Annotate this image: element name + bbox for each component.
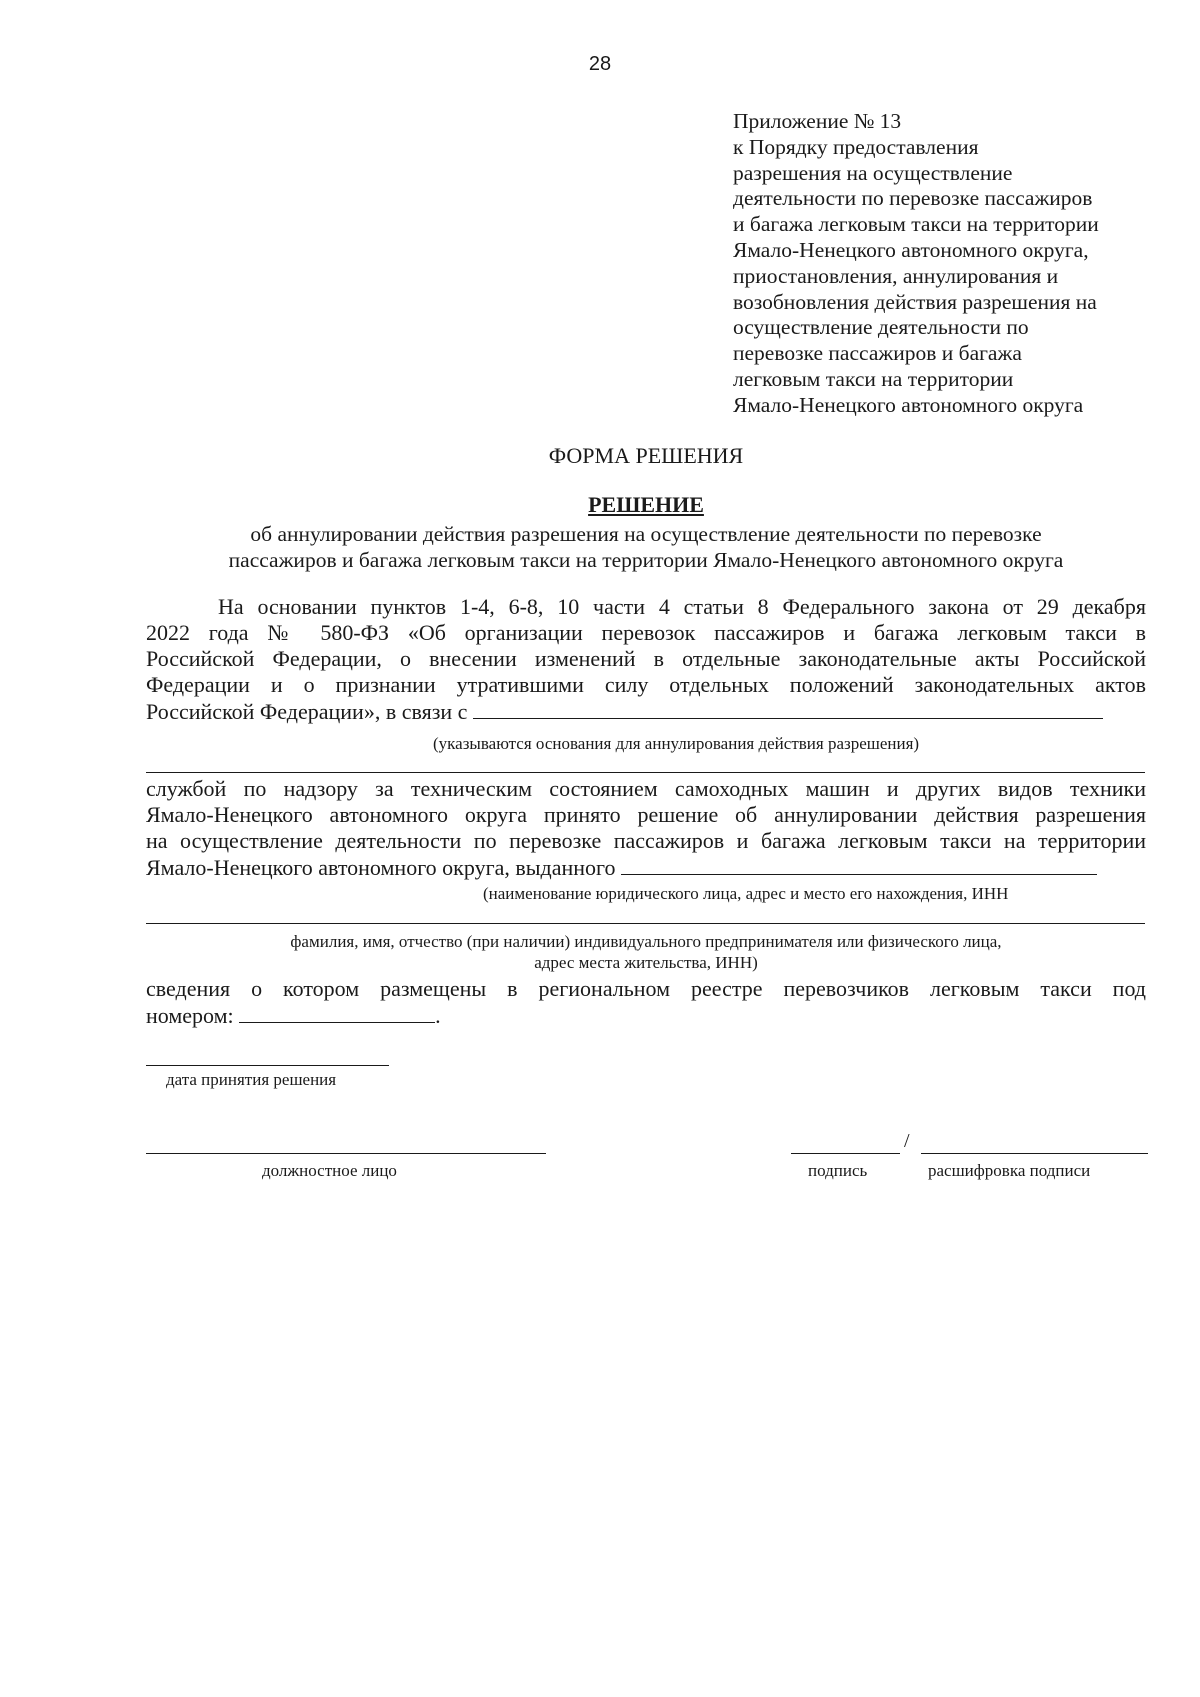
appendix-block [733, 109, 1173, 419]
appendix-line: разрешения на осуществление [733, 160, 1013, 185]
official-caption: должностное лицо [262, 1161, 397, 1180]
paragraph-line: сведения о котором размещены в региональном реестре перевозчиков легковым такси под [146, 976, 1146, 1001]
paragraph-line [146, 698, 1146, 724]
paragraph-line: Российской Федерации, о внесении изменений в отдельные законодательные акты Российской [146, 646, 1146, 671]
signature-caption: подпись [808, 1161, 868, 1180]
paragraph-line: На основании пунктов 1-4, 6-8, 10 части 4 статьи 8 Федерального закона от 29 декабря [218, 594, 1146, 619]
paragraph-decision [146, 776, 1146, 880]
grounds-caption: (указываются основания для аннулирования действия разрешения) [433, 734, 920, 753]
appendix-line: Ямало-Ненецкого автономного округа [733, 392, 1084, 417]
appendix-line: деятельности по перевозке пассажиров [733, 186, 1093, 211]
individual-caption-line: адрес места жительства, ИНН) [534, 953, 758, 972]
decision-subtitle-line: пассажиров и багажа легковым такси на территории Ямало-Ненецкого автономного округа [228, 548, 1064, 572]
paragraph-registry [146, 976, 1146, 1028]
signature-decoding-field[interactable] [921, 1153, 1148, 1154]
paragraph-line [146, 854, 1146, 880]
paragraph-line-text: Российской Федерации», в связи с [146, 699, 468, 724]
issued-to-field-continuation[interactable] [146, 923, 1145, 924]
decision-subtitle [0, 521, 1200, 573]
official-field[interactable] [146, 1153, 546, 1154]
appendix-line: возобновления действия разрешения на [733, 289, 1097, 314]
signature-separator: / [904, 1130, 910, 1152]
appendix-line: приостановления, аннулирования и [733, 263, 1059, 288]
legal-entity-caption: (наименование юридического лица, адрес и место его нахождения, ИНН [483, 884, 1009, 903]
signature-field[interactable] [791, 1153, 900, 1154]
appendix-line: Ямало-Ненецкого автономного округа, [733, 237, 1089, 262]
paragraph-line: Федерации и о признании утратившими силу отдельных положений законодательных актов [146, 672, 1146, 697]
decision-date-caption: дата принятия решения [166, 1070, 337, 1089]
paragraph-legal-basis [146, 594, 1146, 724]
page-number: 28 [588, 53, 612, 75]
paragraph-line: на осуществление деятельности по перевозке пассажиров и багажа легковым такси на территории [146, 828, 1146, 853]
decision-subtitle-line: об аннулировании действия разрешения на осуществление деятельности по перевозке [250, 522, 1042, 546]
paragraph-line [146, 1002, 1146, 1028]
decision-date-field[interactable] [146, 1065, 389, 1066]
paragraph-line: 2022 года № 580-ФЗ «Об организации перевозок пассажиров и багажа легковым такси в [146, 620, 1146, 645]
signature-decoding-caption: расшифровка подписи [928, 1161, 1091, 1180]
appendix-line: перевозке пассажиров и багажа [733, 341, 1022, 366]
individual-caption-line: фамилия, имя, отчество (при наличии) индивидуального предпринимателя или физического лица, [290, 932, 1002, 951]
appendix-line: и багажа легковым такси на территории [733, 212, 1099, 237]
paragraph-line: службой по надзору за техническим состоянием самоходных машин и других видов техники [146, 776, 1146, 801]
appendix-line: осуществление деятельности по [733, 315, 1029, 340]
individual-caption [0, 931, 1200, 973]
decision-title: РЕШЕНИЕ [588, 492, 704, 517]
appendix-line: Приложение № 13 [733, 109, 902, 133]
form-title: ФОРМА РЕШЕНИЯ [548, 443, 744, 468]
paragraph-line-text: номером: [146, 1003, 234, 1028]
paragraph-line-text: Ямало-Ненецкого автономного округа, выданного [146, 855, 616, 880]
registry-number-field[interactable] [239, 1002, 435, 1023]
appendix-line: легковым такси на территории [733, 366, 1014, 391]
issued-to-field[interactable] [621, 854, 1097, 875]
paragraph-line: Ямало-Ненецкого автономного округа принято решение об аннулировании действия разрешения [146, 802, 1146, 827]
grounds-field[interactable] [473, 698, 1103, 719]
paragraph-line-text: . [435, 1003, 441, 1028]
grounds-field-continuation[interactable] [146, 772, 1145, 773]
appendix-line: к Порядку предоставления [733, 134, 979, 159]
